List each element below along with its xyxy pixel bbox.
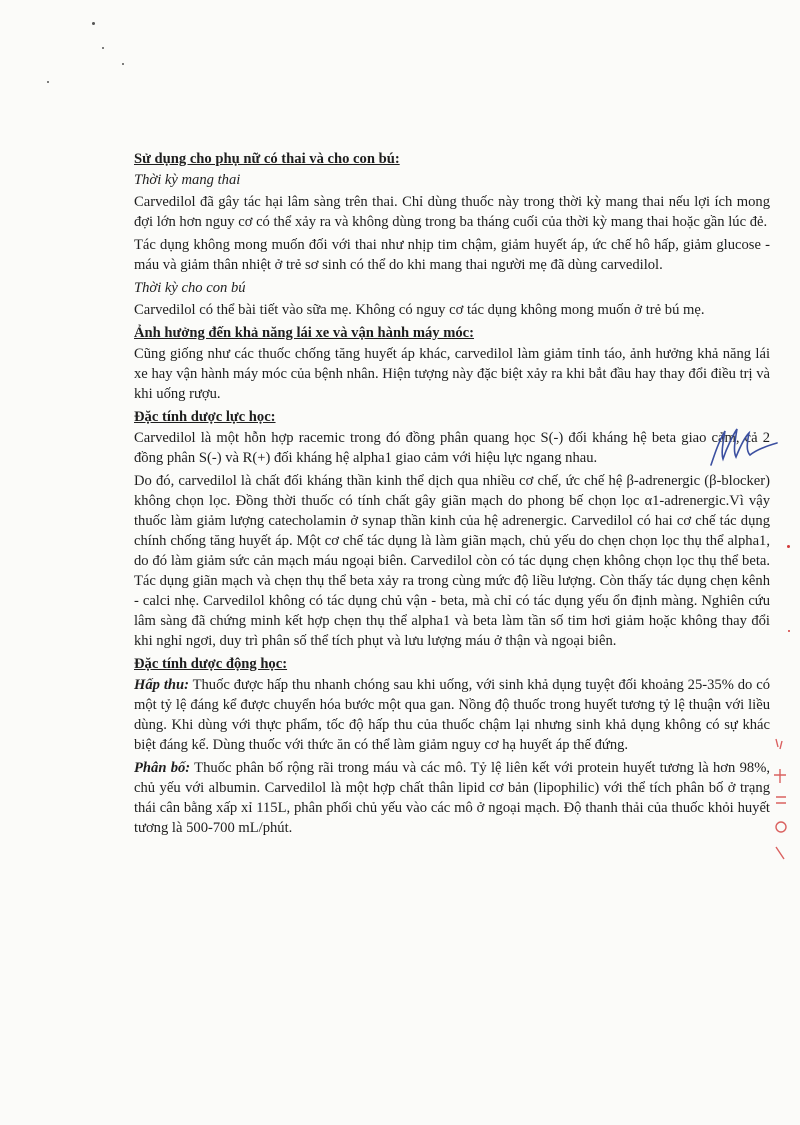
section-driving [134,323,770,404]
section-heading: Sử dụng cho phụ nữ có thai và cho con bú: [134,151,400,167]
section-pregnancy [134,149,770,320]
stamp-dot [787,545,790,548]
stamp-dot [788,630,790,632]
subheading-pregnancy: Thời kỳ mang thai [134,172,241,188]
lead-absorption: Hấp thu: [134,677,189,693]
section-heading: Đặc tính dược động học: [134,656,288,672]
paragraph: Tác dụng không mong muốn đối với thai như nhịp tim chậm, giảm huyết áp, ức chế hô hấp, giảm glucose - máu và giảm thân nhiệt ở trẻ sơ sinh có thể do khi mang thai người mẹ đã dùng carvedilol. [134,237,770,273]
paragraph: Do đó, carvedilol là chất đối kháng thần kinh thể dịch qua nhiều cơ chế, ức chế hệ β-adrenergic (β-blocker) không chọn lọc. Đồng thời thuốc có tính chất gây giãn mạch do phong bế chọn lọc α1-adrenergic.Vì vậy thuốc làm giảm lượng catecholamin ở synap thần kinh của hệ adrenergic. Carvedilol có hai cơ chế tác dụng chính chống tăng huyết áp. Một cơ chế tác dụng là làm giãn mạch, chủ yếu do chẹn chọn lọc thụ thể alpha1, do đó làm giảm sức cản mạch máu ngoại biên. Carvedilol còn có tác dụng chẹn không chọn lọc thụ thể beta. Tác dụng giãn mạch và chẹn thụ thể beta xảy ra trong cùng mức độ liều lượng. Còn thấy tác dụng chẹn kênh - calci nhẹ. Carvedilol không có tác dụng chủ vận - beta, mà chỉ có tác dụng yếu ổn định màng. Nghiên cứu lâm sàng đã chứng minh kết hợp chẹn thụ thể alpha1 và beta làm tần số tim hơi giảm hoặc không thay đổi khi nghỉ ngơi, duy trì phân số thể tích phụt và lưu lượng máu ở thận và ngoại biên. [134,473,770,649]
paragraph-distribution [134,758,770,838]
scan-speck [92,22,95,25]
paragraph: Cũng giống như các thuốc chống tăng huyết áp khác, carvedilol làm giảm tỉnh táo, ảnh hưởng khả năng lái xe hay vận hành máy móc của bệnh nhân. Hiện tượng này đặc biệt xảy ra khi bắt đầu hay thay đổi điều trị và khi uống rượu. [134,346,770,402]
paragraph: Carvedilol có thể bài tiết vào sữa mẹ. Không có nguy cơ tác dụng không mong muốn ở trẻ bú mẹ. [134,302,705,318]
scan-speck [122,63,124,65]
paragraph: Carvedilol là một hỗn hợp racemic trong đó đồng phân quang học S(-) đối kháng hệ beta giao cảm, cả 2 đồng phân S(-) và R(+) đối kháng hệ alpha1 giao cảm với hiệu lực ngang nhau. [134,430,770,466]
scan-speck [47,81,49,83]
signature-icon [703,417,783,473]
paragraph: Carvedilol đã gây tác hại lâm sàng trên thai. Chỉ dùng thuốc này trong thời kỳ mang thai nếu lợi ích mong đợi lớn hơn nguy cơ có thể xảy ra và không dùng trong ba tháng cuối của thời kỳ mang thai hoặc gần lúc đẻ. [134,194,770,230]
section-pharmacodynamics [134,407,770,651]
section-pharmacokinetics [134,654,770,838]
stamp-icon [770,735,794,865]
lead-distribution: Phân bố: [134,760,191,776]
text-absorption: Thuốc được hấp thu nhanh chóng sau khi uống, với sinh khả dụng tuyệt đối khoảng 25-35% do có một tỷ lệ đáng kể được chuyển hóa bước một qua gan. Nồng độ thuốc trong huyết tương tỷ lệ thuận với liều dùng. Khi dùng với thực phẩm, tốc độ hấp thu của thuốc chậm lại nhưng sinh khả dụng không có sự khác biệt đáng kể. Dùng thuốc với thức ăn có thể làm giảm nguy cơ hạ huyết áp thế đứng. [134,677,770,753]
subheading-breastfeeding: Thời kỳ cho con bú [134,280,246,296]
section-heading: Đặc tính dược lực học: [134,409,276,425]
section-heading: Ảnh hưởng đến khả năng lái xe và vận hành máy móc: [134,325,475,341]
paragraph-absorption [134,675,770,755]
scan-speck [102,47,104,49]
document-body [134,149,770,841]
text-distribution: Thuốc phân bố rộng rãi trong máu và các mô. Tỷ lệ liên kết với protein huyết tương là hơn 98%, chủ yếu với albumin. Carvedilol là một hợp chất thân lipid cơ bản (lipophilic) với thể tích phân bố ở trạng thái cân bằng xấp xỉ 115L, phân phối chủ yếu vào các mô ở ngoại mạch. Độ thanh thải của thuốc khỏi huyết tương là 500-700 mL/phút. [134,760,770,836]
